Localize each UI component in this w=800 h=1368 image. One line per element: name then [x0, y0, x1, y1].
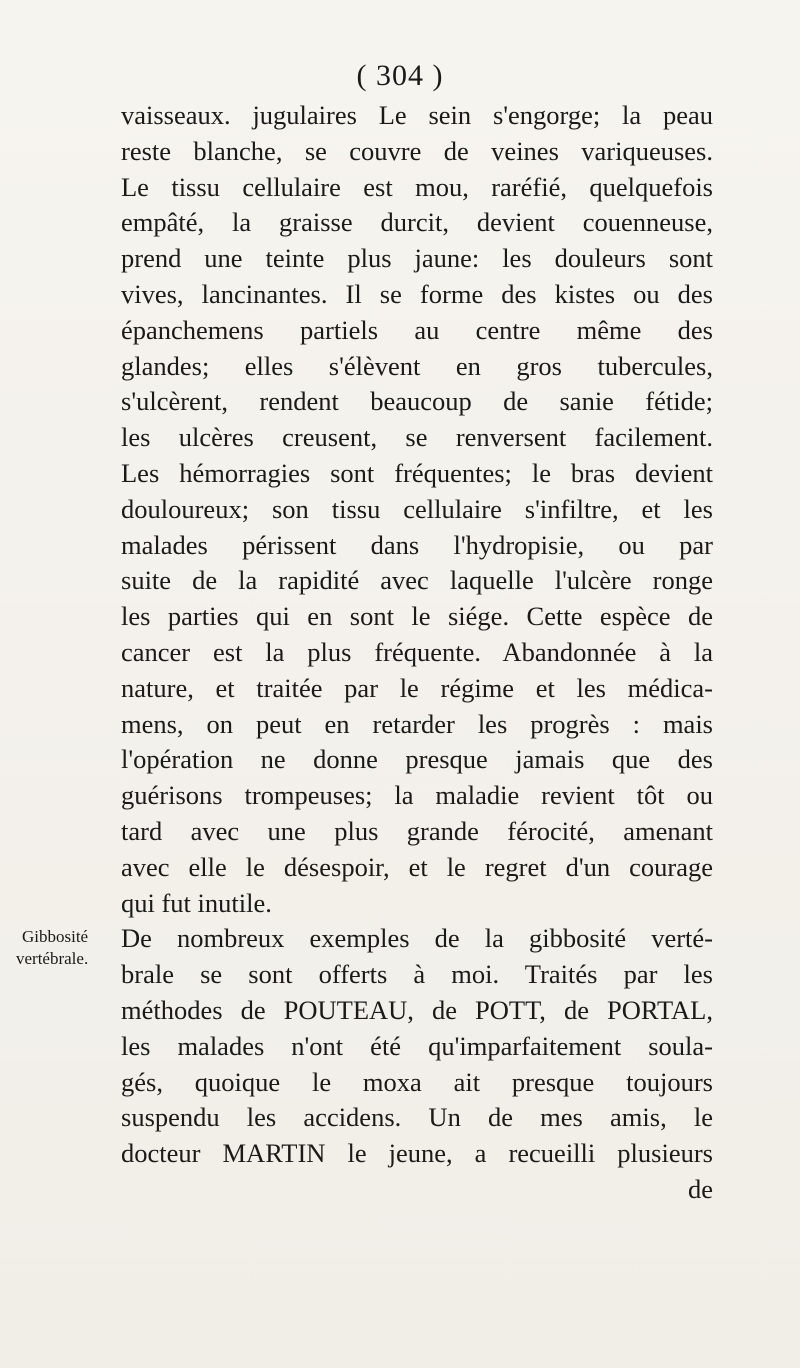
body-line: gés, quoique le moxa ait presque toujours: [121, 1066, 713, 1097]
body-line: nature, et traitée par le régime et les médica-: [121, 672, 713, 703]
body-text: [121, 98, 713, 1208]
catchword: de: [687, 1173, 713, 1204]
body-line: docteur MARTIN le jeune, a recueilli plusieurs: [121, 1138, 713, 1169]
body-line: brale se sont offerts à moi. Traités par les: [121, 959, 713, 990]
margin-note-line-2: vertébrale.: [16, 949, 89, 968]
body-line: vives, lancinantes. Il se forme des kistes ou des: [121, 278, 713, 309]
body-line: s'ulcèrent, rendent beaucoup de sanie fétide;: [121, 386, 713, 417]
margin-note: [16, 926, 120, 970]
body-line: les ulcères creusent, se renversent facilement.: [121, 422, 713, 453]
body-line: cancer est la plus fréquente. Abandonnée à la: [121, 636, 713, 667]
body-line: guérisons trompeuses; la maladie revient tôt ou: [121, 780, 713, 811]
body-line: vaisseaux. jugulaires Le sein s'engorge; la peau: [121, 100, 713, 130]
body-line: l'opération ne donne presque jamais que des: [121, 744, 713, 775]
body-line: empâté, la graisse durcit, devient couenneuse,: [121, 207, 713, 238]
body-line: glandes; elles s'élèvent en gros tubercules,: [121, 350, 713, 381]
body-line: reste blanche, se couvre de veines variqueuses.: [121, 135, 713, 166]
body-line: prend une teinte plus jaune: les douleurs sont: [121, 243, 713, 274]
body-line: malades périssent dans l'hydropisie, ou par: [121, 529, 713, 560]
body-line: tard avec une plus grande férocité, amenant: [121, 815, 713, 846]
body-line: suite de la rapidité avec laquelle l'ulcère ronge: [121, 565, 713, 596]
body-line: qui fut inutile.: [121, 887, 272, 918]
margin-note-line-1: Gibbosité: [22, 927, 89, 946]
page-number: ( 304 ): [356, 59, 444, 92]
body-line: Le tissu cellulaire est mou, raréfié, quelquefois: [121, 171, 713, 202]
body-line: mens, on peut en retarder les progrès : mais: [121, 708, 713, 739]
body-line: Les hémorragies sont fréquentes; le bras devient: [121, 457, 713, 488]
body-line: avec elle le désespoir, et le regret d'un courage: [121, 851, 713, 882]
body-line: suspendu les accidens. Un de mes amis, le: [121, 1102, 713, 1133]
body-line: les malades n'ont été qu'imparfaitement soula-: [121, 1030, 713, 1061]
body-line: douloureux; son tissu cellulaire s'infiltre, et les: [121, 493, 713, 524]
body-line: De nombreux exemples de la gibbosité verté-: [121, 923, 713, 954]
body-line: les parties qui en sont le siége. Cette espèce de: [121, 601, 713, 632]
body-line: méthodes de POUTEAU, de POTT, de PORTAL,: [121, 994, 713, 1025]
body-line: épanchemens partiels au centre même des: [121, 314, 713, 345]
